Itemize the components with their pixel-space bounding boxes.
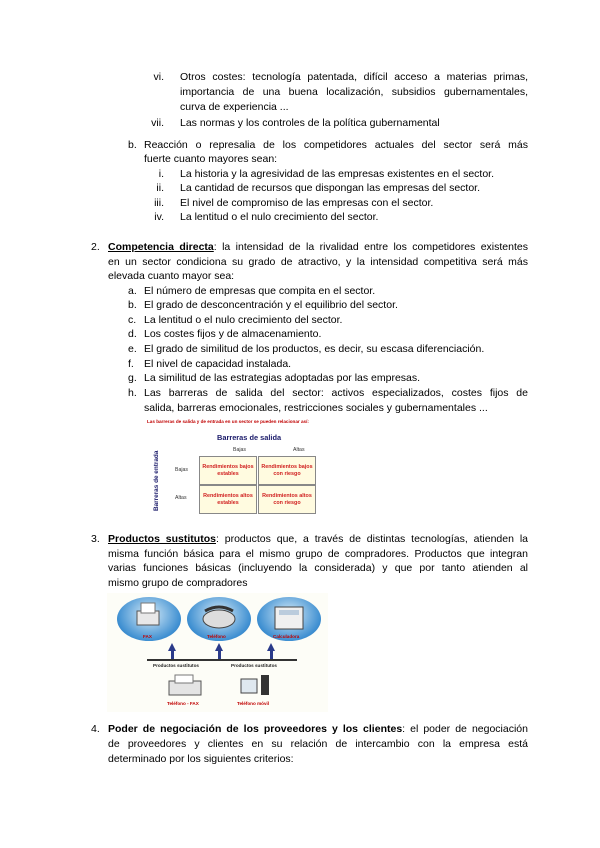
paragraph-line: varias funciones básicas (incluyendo la considerada) y que por tanto atienden al	[108, 562, 528, 574]
matrix-col-header: Altas	[293, 447, 305, 453]
list-marker: a.	[128, 285, 137, 297]
arrow-up-icon	[215, 643, 223, 651]
matrix-col-header: Bajas	[233, 447, 246, 453]
connector-line	[147, 659, 297, 661]
matrix-cell: Rendimientos bajos estables	[199, 456, 257, 485]
barriers-matrix-figure	[147, 419, 350, 518]
list-item-text: El grado de desconcentración y el equilibrio del sector.	[144, 299, 398, 311]
fax-phone-icon	[165, 673, 205, 699]
paragraph-line: en un sector condiciona su grado de atractivo, y la intensidad competitiva será más	[108, 256, 528, 268]
list-item-text: La lentitud o el nulo crecimiento del sector.	[144, 314, 343, 326]
mobile-phone-icon	[235, 673, 275, 699]
section-intro: : el poder de negociación	[402, 723, 528, 735]
paragraph-line: Reacción o represalia de los competidores actuales del sector será más	[144, 139, 528, 151]
list-item-text: curva de experiencia ...	[180, 101, 289, 113]
substitutes-figure	[107, 593, 328, 712]
section-title: Productos sustitutos	[108, 533, 216, 545]
list-item-text: El nivel de compromiso de las empresas con el sector.	[180, 197, 434, 209]
list-marker: 4.	[91, 723, 100, 735]
list-item-text: salida, barreras emocionales, restricciones sociales y gubernamentales ...	[144, 402, 488, 414]
matrix-title: Barreras de salida	[217, 433, 282, 442]
paragraph-line: determinado por los siguientes criterios:	[108, 753, 294, 765]
matrix-cell: Rendimientos bajos con riesgo	[258, 456, 316, 485]
figure-label: FAX	[143, 634, 152, 639]
list-marker: b.	[128, 299, 137, 311]
list-marker: g.	[128, 372, 137, 384]
list-marker: f.	[128, 358, 134, 370]
list-marker: 2.	[91, 241, 100, 253]
section-title: Competencia directa	[108, 241, 214, 253]
list-marker: ii.	[156, 182, 164, 194]
list-marker: c.	[128, 314, 137, 326]
matrix-cell: Rendimientos altos con riesgo	[258, 485, 316, 514]
list-item-text: El grado de similitud de los productos, es decir, su escasa diferenciación.	[144, 343, 485, 355]
section-heading-line	[108, 722, 528, 737]
list-marker: iii.	[154, 197, 164, 209]
arrow-up-icon	[168, 643, 176, 651]
figure-caption: Las barreras de salida y de entrada en un sector se pueden relacionar así:	[147, 419, 309, 424]
paragraph-line: fuerte cuanto mayores sean:	[144, 153, 278, 165]
list-item-text: Las barreras de salida del sector: activos especializados, costes fijos de	[144, 387, 528, 399]
list-marker: i.	[158, 168, 164, 180]
list-marker: h.	[128, 387, 137, 399]
list-item-text: El nivel de capacidad instalada.	[144, 358, 292, 370]
list-marker: vii.	[151, 117, 164, 129]
arrow-stem	[270, 651, 273, 659]
paragraph-line: mismo grupo de compradores	[108, 577, 248, 589]
paragraph-line: de proveedores y clientes en su relación de intercambio con la empresa está	[108, 738, 528, 750]
list-item-text: Los costes fijos y de almacenamiento.	[144, 328, 322, 340]
figure-label: Teléfono - FAX	[167, 701, 199, 706]
list-item-text: La cantidad de recursos que dispongan las empresas del sector.	[180, 182, 481, 194]
list-marker: b.	[128, 139, 137, 151]
matrix-axis-label: Barreras de entrada	[153, 450, 160, 511]
arrow-stem	[171, 651, 174, 659]
section-title: Poder de negociación de los proveedores y los clientes	[108, 723, 403, 735]
section-heading-line	[108, 532, 528, 547]
list-marker: iv.	[154, 211, 164, 223]
list-item-text: La similitud de las estrategias adoptadas por las empresas.	[144, 372, 421, 384]
section-heading-line	[108, 240, 528, 255]
figure-sublabel: Productos sustitutos	[231, 663, 277, 668]
matrix-row-header: Altas	[175, 495, 187, 501]
list-marker: e.	[128, 343, 137, 355]
list-marker: 3.	[91, 533, 100, 545]
paragraph-line: elevada cuanto mayor sea:	[108, 270, 235, 282]
list-item-text: La historia y la agresividad de las empresas existentes en el sector.	[180, 168, 495, 180]
list-item-text: El número de empresas que compita en el sector.	[144, 285, 376, 297]
list-marker: d.	[128, 328, 137, 340]
list-item-text: Las normas y los controles de la política gubernamental	[180, 117, 440, 129]
arrow-stem	[218, 651, 221, 659]
figure-sublabel: Productos sustitutos	[153, 663, 199, 668]
paragraph-line: misma función básica para el mismo grupo de compradores. Productos que integran	[108, 548, 528, 560]
figure-label: Calculadora	[273, 634, 300, 639]
section-intro: : la intensidad de la rivalidad entre los competidores existentes	[213, 241, 528, 253]
list-item-text: La lentitud o el nulo crecimiento del sector.	[180, 211, 379, 223]
list-marker: vi.	[153, 71, 164, 83]
figure-label: Teléfono móvil	[237, 701, 270, 706]
figure-label: Teléfono	[207, 634, 226, 639]
list-item-text: importancia de una buena localización, subsidios gubernamentales,	[180, 86, 528, 98]
matrix-cell: Rendimientos altos estables	[199, 485, 257, 514]
matrix-row-header: Bajas	[175, 467, 188, 473]
section-intro: : productos que, a través de distintas tecnologías, atienden la	[215, 533, 528, 545]
arrow-up-icon	[267, 643, 275, 651]
list-item-text: Otros costes: tecnología patentada, difícil acceso a materias primas,	[180, 71, 528, 83]
